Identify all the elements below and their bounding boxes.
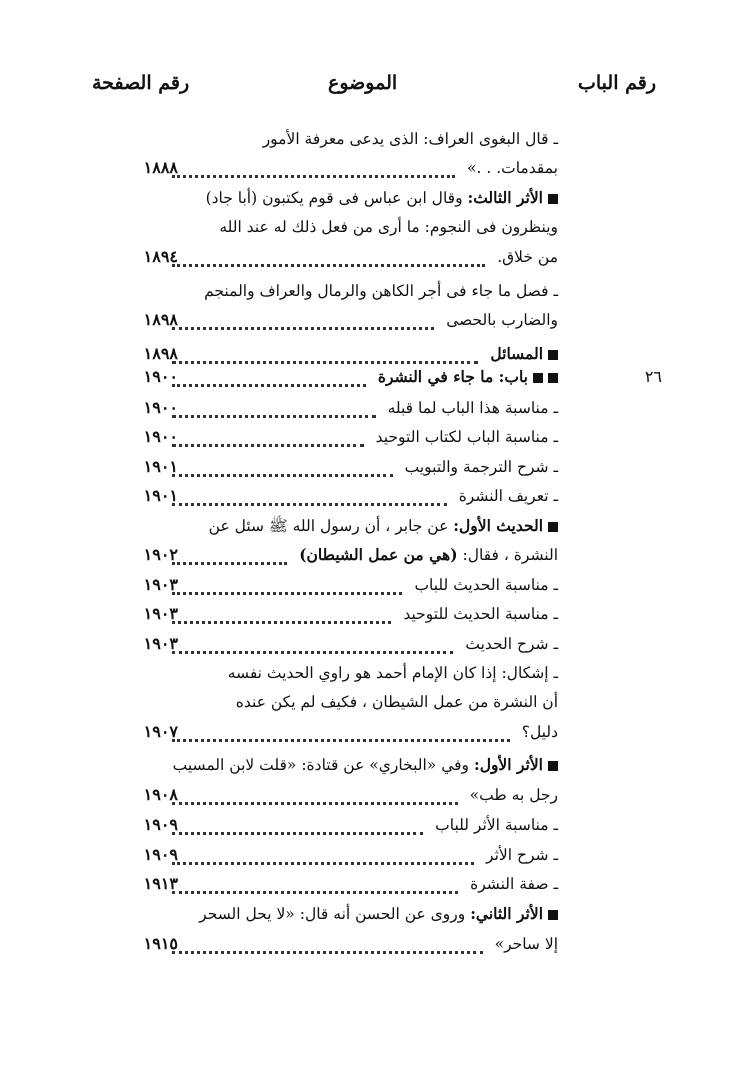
bullet-square-icon (543, 189, 558, 207)
entry-text (459, 481, 558, 511)
header-chapter-number: رقم الباب (578, 72, 656, 94)
index-row (0, 540, 756, 570)
index-row (0, 452, 756, 482)
index-row (0, 511, 756, 541)
entry-text (465, 629, 558, 659)
dot-leader (172, 440, 364, 447)
entry-text (199, 899, 558, 929)
entry-heading: الأثر الثاني: (470, 904, 543, 923)
index-row (0, 212, 756, 242)
entry-text (263, 124, 558, 154)
entry-body: ـ تعريف النشرة (458, 487, 558, 505)
entry-heading: الحديث الأول: (453, 516, 543, 535)
page-number: ١٩٠٢ (143, 545, 178, 564)
dot-leader (172, 617, 391, 624)
entry-body: عن جابر ، أن رسول الله ﷺ سئل عن (208, 517, 454, 535)
page-number: ١٩٠٣ (143, 604, 178, 623)
index-row (0, 422, 756, 452)
dot-leader (172, 411, 376, 418)
bullet-square-icon (543, 905, 558, 923)
entry-heading: الأثر الثالث: (467, 188, 543, 207)
page-number: ١٩٠٨ (143, 785, 178, 804)
entry-text (206, 183, 558, 213)
entry-text (414, 570, 558, 600)
index-row (0, 305, 756, 335)
entry-body: أن النشرة من عمل الشيطان ، فكيف لم يكن عنده (235, 693, 558, 711)
entry-text (446, 305, 558, 335)
entry-body: وينظرون فى النجوم: ما أرى من فعل ذلك له عند الله (219, 218, 558, 236)
entry-text (486, 840, 558, 870)
dot-leader (172, 647, 453, 654)
entry-body: رجل به طب» (469, 786, 558, 804)
page-number: ١٩١٣ (143, 874, 178, 893)
index-row (0, 362, 756, 392)
entry-body: ـ مناسبة الباب لكتاب التوحيد (375, 428, 558, 446)
page-number: ١٨٨٨ (143, 158, 178, 177)
bullet-square-icon (543, 517, 558, 535)
entry-body: ـ شرح الحديث (465, 635, 558, 653)
page-number: ١٨٩٤ (143, 247, 178, 266)
dot-leader (172, 380, 366, 387)
index-row (0, 629, 756, 659)
header-topic: الموضوع (328, 72, 398, 94)
index-row (0, 481, 756, 511)
entry-body: ـ فصل ما جاء فى أجر الكاهن والرمال والعراف والمنجم (204, 282, 558, 300)
entry-text (299, 540, 558, 570)
index-row (0, 124, 756, 154)
entry-body: ـ شرح الترجمة والتبويب (404, 458, 558, 476)
dot-leader (172, 470, 393, 477)
entry-text (497, 242, 558, 272)
index-row (0, 869, 756, 899)
index-row (0, 276, 756, 306)
header-page-number: رقم الصفحة (92, 72, 190, 94)
index-row (0, 929, 756, 959)
dot-leader (172, 323, 434, 330)
dot-leader (172, 171, 455, 178)
index-row (0, 687, 756, 717)
index-row (0, 599, 756, 629)
entry-text (173, 750, 558, 780)
dot-leader (172, 260, 485, 267)
entry-body: وقال ابن عباس فى قوم يكتبون (أبا جاد) (205, 189, 468, 207)
page-number: ١٩٠٣ (143, 575, 178, 594)
page-number: ١٩٠٩ (143, 845, 178, 864)
entry-text (435, 810, 558, 840)
page-number: ١٩٠٠ (143, 398, 178, 417)
page-number: ١٩٠٣ (143, 634, 178, 653)
entry-quote: (هي من عمل الشيطان) (299, 545, 458, 564)
entry-body: والضارب بالحصى (446, 311, 558, 329)
entry-text (219, 212, 558, 242)
entry-heading: باب: ما جاء في النشرة (377, 367, 528, 386)
page-number: ١٩٠٩ (143, 815, 178, 834)
entry-body: ـ صفة النشرة (470, 875, 558, 893)
entry-body: ـ مناسبة هذا الباب لما قبله (387, 399, 558, 417)
entry-text (228, 658, 558, 688)
entry-body: وفي «البخاري» عن قتادة: «قلت لابن المسيب (172, 756, 474, 774)
index-row (0, 810, 756, 840)
entry-heading: المسائل (490, 344, 543, 363)
dot-leader (172, 798, 458, 805)
entry-text (495, 929, 558, 959)
chapter-number: ٢٦ (644, 367, 662, 386)
bullet-square-icon (543, 345, 558, 363)
entry-body: إلا ساحر» (494, 935, 558, 953)
entry-text (378, 362, 558, 392)
dot-leader (172, 588, 402, 595)
entry-body: ـ إشكال: إذا كان الإمام أحمد هو راوي الحديث نفسه (227, 664, 558, 682)
page-number: ١٩١٥ (143, 934, 178, 953)
entry-text (522, 717, 558, 747)
entry-body: ـ شرح الأثر (486, 846, 558, 864)
page-number: ١٨٩٨ (143, 344, 178, 363)
bullet-square-icon (543, 756, 558, 774)
index-row (0, 658, 756, 688)
entry-body: بمقدمات. . .» (467, 159, 558, 177)
dot-leader (172, 558, 287, 565)
entry-body: ـ مناسبة الحديث للتوحيد (403, 605, 558, 623)
index-row (0, 899, 756, 929)
entry-text (388, 393, 558, 423)
entry-body: من خلاق. (497, 248, 558, 266)
index-row (0, 750, 756, 780)
index-row (0, 153, 756, 183)
dot-leader (172, 947, 483, 954)
index-row (0, 242, 756, 272)
index-row (0, 393, 756, 423)
dot-leader (172, 499, 447, 506)
entry-body: دليل؟ (521, 723, 558, 741)
entry-body: ـ مناسبة الحديث للباب (414, 576, 558, 594)
entry-text (403, 599, 558, 629)
page-number: ١٩٠٠ (143, 427, 178, 446)
dot-leader (172, 828, 423, 835)
entry-text (209, 511, 558, 541)
entry-heading: الأثر الأول: (473, 755, 543, 774)
index-row (0, 717, 756, 747)
bullet-square-icon (528, 368, 558, 386)
entry-body: ـ قال البغوى العراف: الذى يدعى معرفة الأمور (262, 130, 558, 148)
dot-leader (172, 887, 458, 894)
page-number: ١٨٩٨ (143, 310, 178, 329)
dot-leader (172, 858, 474, 865)
index-row (0, 840, 756, 870)
index-row (0, 570, 756, 600)
entry-text (470, 869, 558, 899)
page-number: ١٩٠٠ (143, 367, 178, 386)
index-row (0, 780, 756, 810)
entry-text (236, 687, 558, 717)
entry-body: النشرة ، فقال: (457, 546, 558, 564)
entry-text (470, 780, 558, 810)
page-number: ١٩٠١ (143, 457, 178, 476)
entry-body: ـ مناسبة الأثر للباب (435, 816, 558, 834)
entry-text (467, 153, 558, 183)
entry-text (405, 452, 558, 482)
entry-text (204, 276, 558, 306)
entry-text (376, 422, 558, 452)
page-number: ١٩٠١ (143, 486, 178, 505)
page-number: ١٩٠٧ (143, 722, 178, 741)
entry-body: وروى عن الحسن أنه قال: «لا يحل السحر (199, 905, 471, 923)
dot-leader (172, 735, 510, 742)
index-row (0, 183, 756, 213)
